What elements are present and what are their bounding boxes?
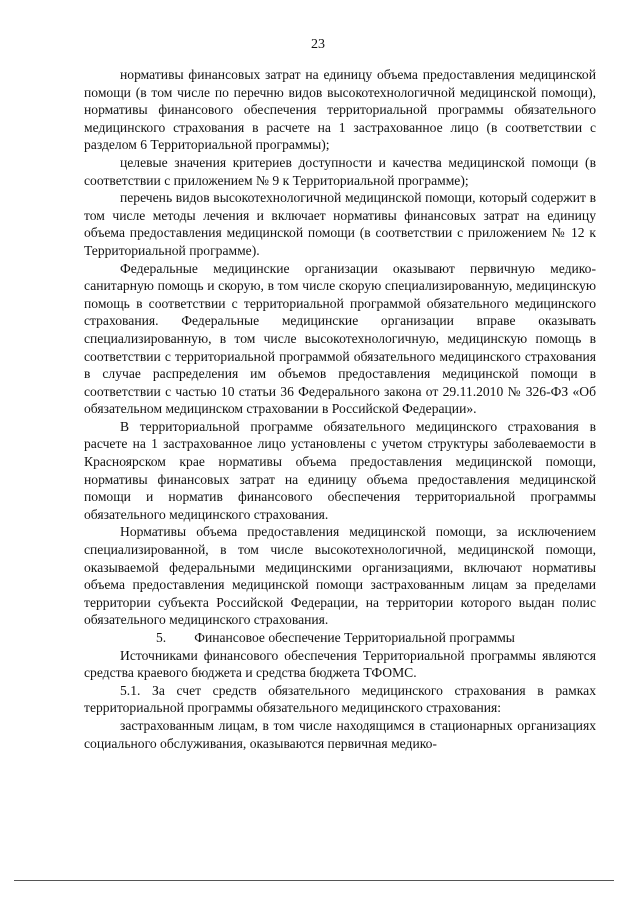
paragraph: 5.1. За счет средств обязательного медицинского страхования в рамках территориальной программы обязательного медицинского страхования: <box>84 682 596 716</box>
document-body <box>84 66 596 752</box>
section-heading <box>84 629 596 647</box>
page-bottom-edge <box>14 880 614 881</box>
page-number: 23 <box>311 37 325 52</box>
section-title: Финансовое обеспечение Территориальной программы <box>194 630 515 645</box>
paragraph: застрахованным лицам, в том числе находящимся в стационарных организациях социального обслуживания, оказываются первичная медико- <box>84 717 596 751</box>
paragraph: целевые значения критериев доступности и качества медицинской помощи (в соответствии с приложением № 9 к Территориальной программе); <box>84 154 596 188</box>
paragraph: Нормативы объема предоставления медицинской помощи, за исключением специализированной, в том числе высокотехнологичной, медицинской помощи, оказываемой федеральными медицинскими организациями, включают нормативы объема предоставления медицинской помощи застрахованным лицам за пределами территории субъекта Российской Федерации, на территории которого выдан полис обязательного медицинского страхования. <box>84 524 596 628</box>
paragraph: Федеральные медицинские организации оказывают первичную медико-санитарную помощь и скорую, в том числе скорую специализированную, медицинскую помощь в соответствии с территориальной программой обязательного медицинского страхования. Федеральные медицинские организации вправе оказывать специализированную, в том числе высокотехнологичную, медицинскую помощь в соответствии с территориальной программой обязательного медицинского страхования в случае распределения им объемов предоставления медицинской помощи в соответствии с частью 10 статьи 36 Федерального закона от 29.11.2010 № 326-ФЗ «Об обязательном медицинском страховании в Российской Федерации». <box>84 260 596 417</box>
paragraph: Источниками финансового обеспечения Территориальной программы являются средства краевого бюджета и средства бюджета ТФОМС. <box>84 647 596 681</box>
paragraph: В территориальной программе обязательного медицинского страхования в расчете на 1 застрахованное лицо установлены с учетом структуры заболеваемости в Красноярском крае нормативы объема предоставления медицинской помощи, нормативы финансовых затрат на единицу объема предоставления медицинской помощи и норматив финансового обеспечения территориальной программы обязательного медицинского страхования. <box>84 418 596 522</box>
section-number: 5. <box>156 630 167 645</box>
paragraph: нормативы финансовых затрат на единицу объема предоставления медицинской помощи (в том числе по перечню видов высокотехнологичной медицинской помощи), нормативы финансового обеспечения территориальной программы обязательного медицинского страхования в расчете на 1 застрахованное лицо (в соответствии с разделом 6 Территориальной программы); <box>84 67 596 153</box>
paragraph: перечень видов высокотехнологичной медицинской помощи, который содержит в том числе методы лечения и включает нормативы финансовых затрат на единицу объема предоставления медицинской помощи (в соответствии с приложением № 12 к Территориальной программе). <box>84 190 596 258</box>
